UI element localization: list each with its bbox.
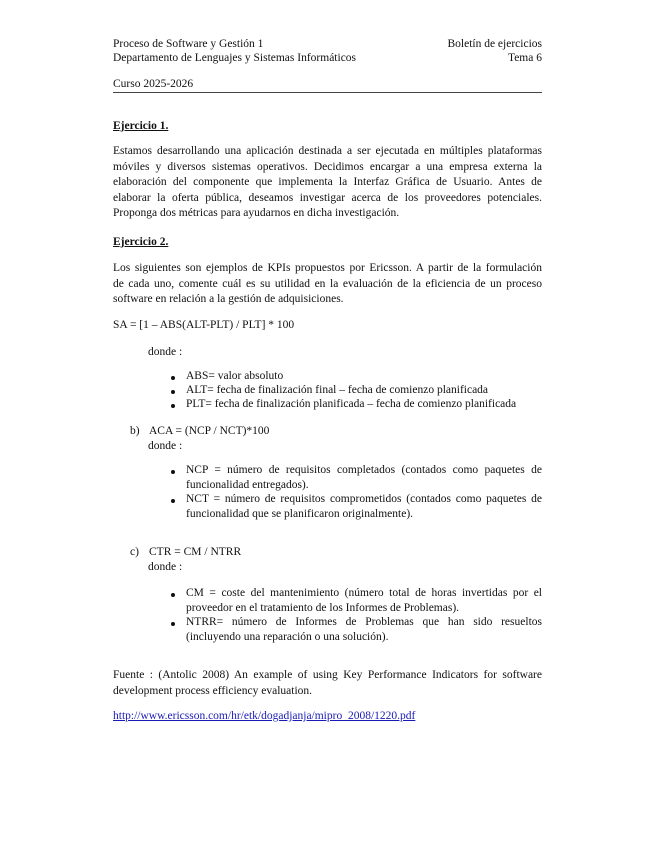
item-b-label: b): [130, 425, 140, 437]
bullet-icon: [171, 593, 175, 597]
text-line: software en relación a la gestión de adquisiciones.: [113, 293, 344, 306]
text-line: funcionalidad entregados).: [186, 478, 309, 491]
formula-aca: ACA = (NCP / NCT)*100: [149, 425, 270, 437]
text-line: Fuente : (Antolic 2008) An example of using Key Performance Indicators for software: [113, 669, 542, 681]
exercise-2-title: Ejercicio 2.: [113, 236, 169, 248]
bullet-icon: [171, 622, 175, 626]
exercise-2-statement: [113, 261, 542, 308]
text-line: NCP = número de requisitos completados (contados como paquetes de: [186, 464, 542, 476]
formula-ctr: CTR = CM / NTRR: [149, 546, 242, 558]
definition-plt: PLT= fecha de finalización planificada – fecha de comienzo planificada: [186, 398, 517, 410]
source-reference: [113, 668, 542, 699]
text-line: móviles y diversos sistemas operativos. Decidimos encargar a una empresa externa la: [113, 160, 542, 173]
text-line: Los siguientes son ejemplos de KPIs propuestos por Ericsson. A partir de la formulación: [113, 262, 542, 274]
text-line: (incluyendo una reparación o una solución).: [186, 630, 389, 643]
text-line: proveedor en el tratamiento de los Informes de Problemas).: [186, 601, 460, 614]
text-line: de cada uno, comente cuál es su utilidad en la evaluación de la eficiencia de un proceso: [113, 277, 542, 290]
formula-sa: SA = [1 – ABS(ALT-PLT) / PLT] * 100: [113, 319, 295, 331]
definition-cm: [186, 586, 542, 615]
bullet-icon: [171, 404, 175, 408]
definition-alt: ALT= fecha de finalización final – fecha de comienzo planificada: [186, 384, 489, 396]
definition-ncp: [186, 463, 542, 492]
academic-year: Curso 2025-2026: [113, 78, 194, 90]
bullet-icon: [171, 376, 175, 380]
where-label: donde :: [148, 561, 183, 573]
text-line: elaborar la oferta pública, deseamos investigar acerca de los proveedores potenciales.: [113, 191, 542, 204]
exercise-1-title: Ejercicio 1.: [113, 120, 169, 132]
where-label: donde :: [148, 346, 183, 358]
header-divider: [113, 92, 542, 93]
text-line: elaboración del componente que implementa la Interfaz Gráfica de Usuario. Antes de: [113, 176, 542, 189]
department-name: Departamento de Lenguajes y Sistemas Informáticos: [113, 52, 357, 64]
source-link[interactable]: http://www.ericsson.com/hr/etk/dogadjanja/mipro_2008/1220.pdf: [113, 710, 416, 722]
bullet-icon: [171, 470, 175, 474]
text-line: Proponga dos métricas para ayudarnos en dicha investigación.: [113, 207, 400, 220]
definition-nct: [186, 492, 542, 521]
text-line: NTRR= número de Informes de Problemas que han sido resueltos: [186, 616, 542, 628]
where-label: donde :: [148, 440, 183, 452]
bullet-icon: [171, 499, 175, 503]
bullet-icon: [171, 390, 175, 394]
definition-abs: ABS= valor absoluto: [186, 370, 284, 382]
text-line: CM = coste del mantenimiento (número total de horas invertidas por el: [186, 587, 542, 599]
topic-number: Tema 6: [507, 52, 542, 64]
item-c-label: c): [130, 546, 139, 558]
text-line: Estamos desarrollando una aplicación destinada a ser ejecutada en múltiples plataformas: [113, 145, 542, 157]
text-line: funcionalidad que se planificaron originalmente).: [186, 507, 414, 520]
text-line: development process efficiency evaluation.: [113, 684, 313, 697]
definition-ntrr: [186, 615, 542, 644]
text-line: NCT = número de requisitos comprometidos (contados como paquetes de: [186, 493, 542, 505]
course-name: Proceso de Software y Gestión 1: [113, 38, 264, 50]
exercise-1-statement: [113, 144, 542, 222]
document-type: Boletín de ejercicios: [447, 38, 542, 50]
